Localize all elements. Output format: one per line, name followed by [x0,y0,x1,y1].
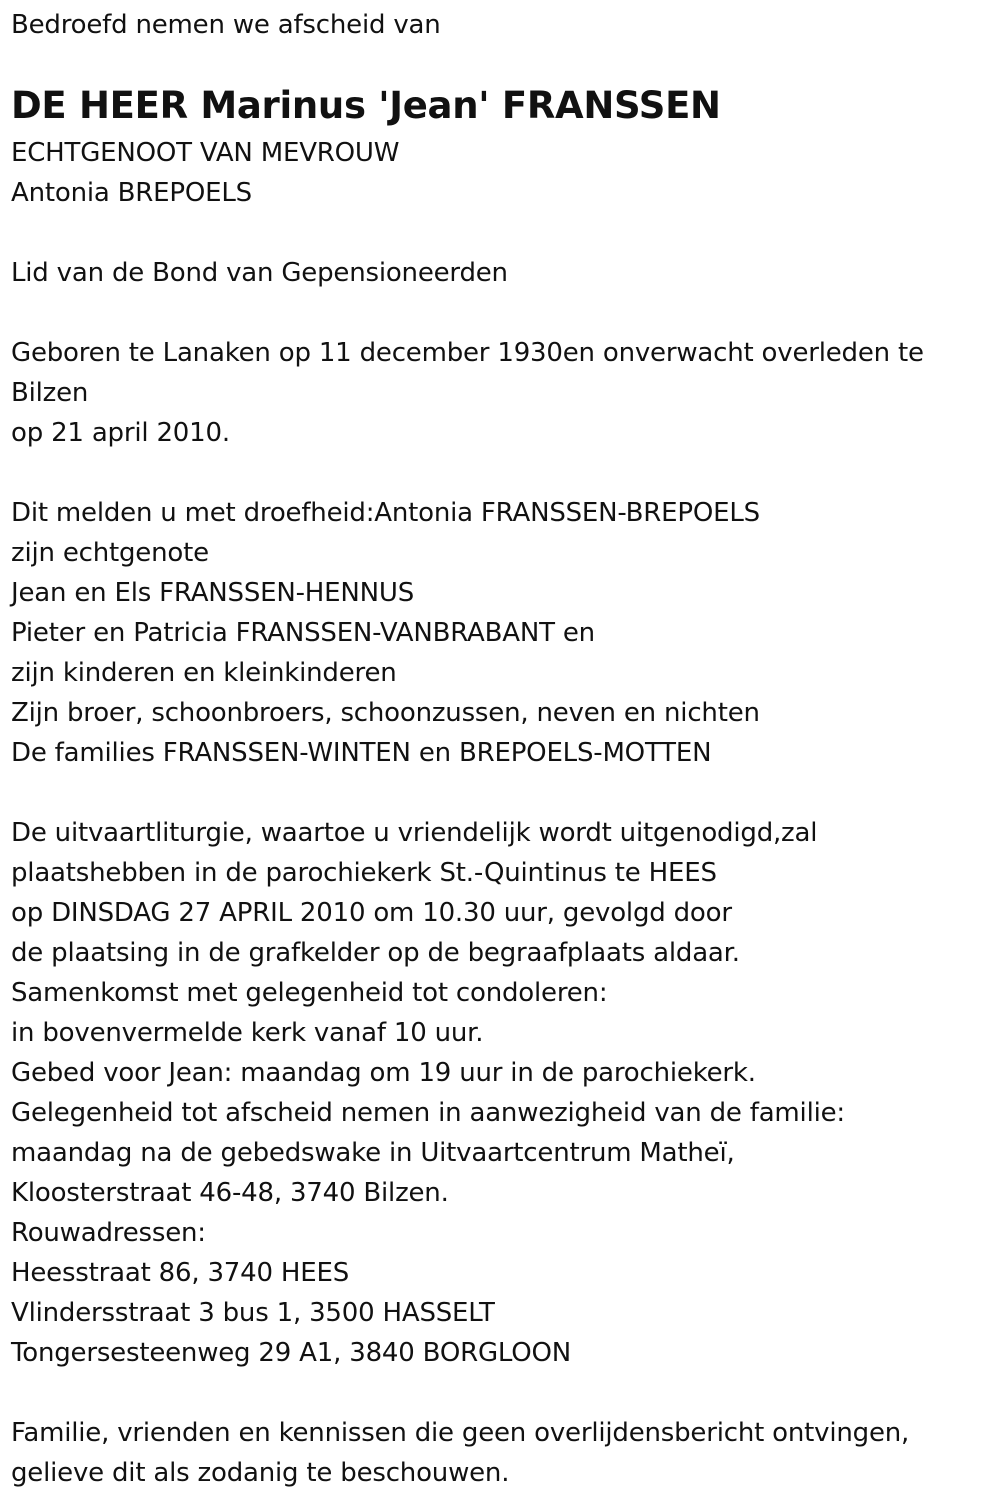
funeral-detail-line: Heesstraat 86, 3740 HEES [11,1258,349,1288]
funeral-detail-line: plaatshebben in de parochiekerk St.-Quintinus te HEES [11,858,717,888]
birth-death-line: op 21 april 2010. [11,418,230,448]
spouse-title: ECHTGENOOT VAN MEVROUW [11,138,400,168]
mourner-line: Dit melden u met droefheid:Antonia FRANSSEN-BREPOELS [11,498,760,528]
closing-line: Familie, vrienden en kennissen die geen overlijdensbericht ontvingen, [11,1418,910,1448]
funeral-detail-line: Kloosterstraat 46-48, 3740 Bilzen. [11,1178,449,1208]
membership-block [11,253,508,293]
mourner-line: Zijn broer, schoonbroers, schoonzussen, neven en nichten [11,698,760,728]
funeral-detail-line: in bovenvermelde kerk vanaf 10 uur. [11,1018,484,1048]
spouse-block [11,133,399,213]
birth-death-block [11,333,924,453]
birth-death-line: Bilzen [11,378,89,408]
funeral-detail-line: Vlindersstraat 3 bus 1, 3500 HASSELT [11,1298,495,1328]
funeral-detail-line: op DINSDAG 27 APRIL 2010 om 10.30 uur, gevolgd door [11,898,732,928]
mourner-line: Pieter en Patricia FRANSSEN-VANBRABANT en [11,618,595,648]
deceased-name: DE HEER Marinus 'Jean' FRANSSEN [11,84,721,127]
funeral-detail-line: Rouwadressen: [11,1218,206,1248]
membership-text: Lid van de Bond van Gepensioneerden [11,258,508,288]
mourner-line: zijn echtgenote [11,538,209,568]
funeral-detail-line: Gebed voor Jean: maandag om 19 uur in de parochiekerk. [11,1058,756,1088]
funeral-detail-line: Gelegenheid tot afscheid nemen in aanwezigheid van de familie: [11,1098,845,1128]
mourner-line: Jean en Els FRANSSEN-HENNUS [11,578,415,608]
funeral-details-block [11,813,845,1373]
closing-line: gelieve dit als zodanig te beschouwen. [11,1458,510,1488]
funeral-detail-line: de plaatsing in de grafkelder op de begraafplaats aldaar. [11,938,740,968]
funeral-detail-line: maandag na de gebedswake in Uitvaartcentrum Matheï, [11,1138,735,1168]
funeral-detail-line: De uitvaartliturgie, waartoe u vriendelijk wordt uitgenodigd,zal [11,818,818,848]
intro-text: Bedroefd nemen we afscheid van [11,10,441,40]
mourner-line: De families FRANSSEN-WINTEN en BREPOELS-MOTTEN [11,738,712,768]
funeral-detail-line: Tongersesteenweg 29 A1, 3840 BORGLOON [11,1338,572,1368]
spouse-name: Antonia BREPOELS [11,178,252,208]
funeral-detail-line: Samenkomst met gelegenheid tot condoleren: [11,978,608,1008]
mourners-block [11,493,760,773]
birth-death-line: Geboren te Lanaken op 11 december 1930en onverwacht overleden te [11,338,924,368]
closing-block [11,1413,909,1493]
mourner-line: zijn kinderen en kleinkinderen [11,658,397,688]
